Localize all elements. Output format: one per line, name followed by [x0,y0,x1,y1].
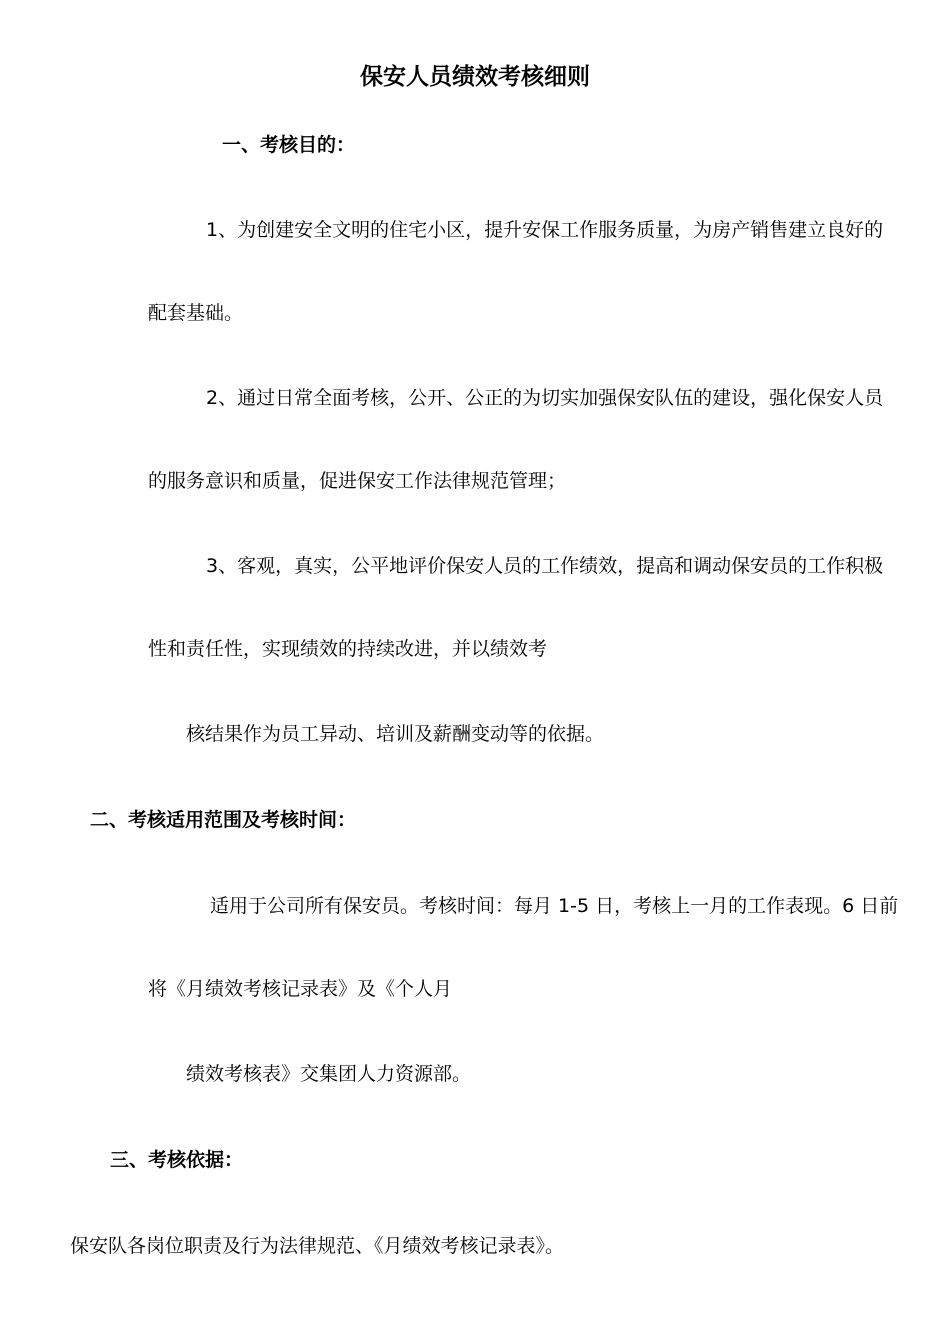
document-title: 保安人员绩效考核细则 [360,64,590,90]
section1-item2-line2: 的服务意识和质量，促进保安工作法律规范管理； [148,470,567,492]
section1-item3-line3: 核结果作为员工异动、培训及薪酬变动等的依据。 [186,723,605,745]
section1-item3-line1: 3、客观，真实，公平地评价保安人员的工作绩效，提高和调动保安员的工作积极 [206,555,884,577]
section2-line2: 将《月绩效考核记录表》及《个人月 [148,978,453,1000]
section2-heading: 二、考核适用范围及考核时间： [90,809,357,831]
section3-line1: 保安队各岗位职责及行为法律规范、《月绩效考核记录表》。 [70,1235,565,1257]
section1-heading: 一、考核目的： [222,134,356,156]
section1-item1-line2: 配套基础。 [148,302,244,324]
section2-line1: 适用于公司所有保安员。考核时间：每月 1-5 日，考核上一月的工作表现。6 日前 [210,895,899,917]
section2-line3: 绩效考核表》交集团人力资源部。 [186,1063,472,1085]
section3-heading: 三、考核依据： [110,1149,244,1171]
section1-item2-line1: 2、通过日常全面考核，公开、公正的为切实加强保安队伍的建设，强化保安人员 [206,387,884,409]
section1-item1-line1: 1、为创建安全文明的住宅小区，提升安保工作服务质量，为房产销售建立良好的 [206,219,884,241]
section1-item3-line2: 性和责任性，实现绩效的持续改进，并以绩效考 [148,638,548,660]
